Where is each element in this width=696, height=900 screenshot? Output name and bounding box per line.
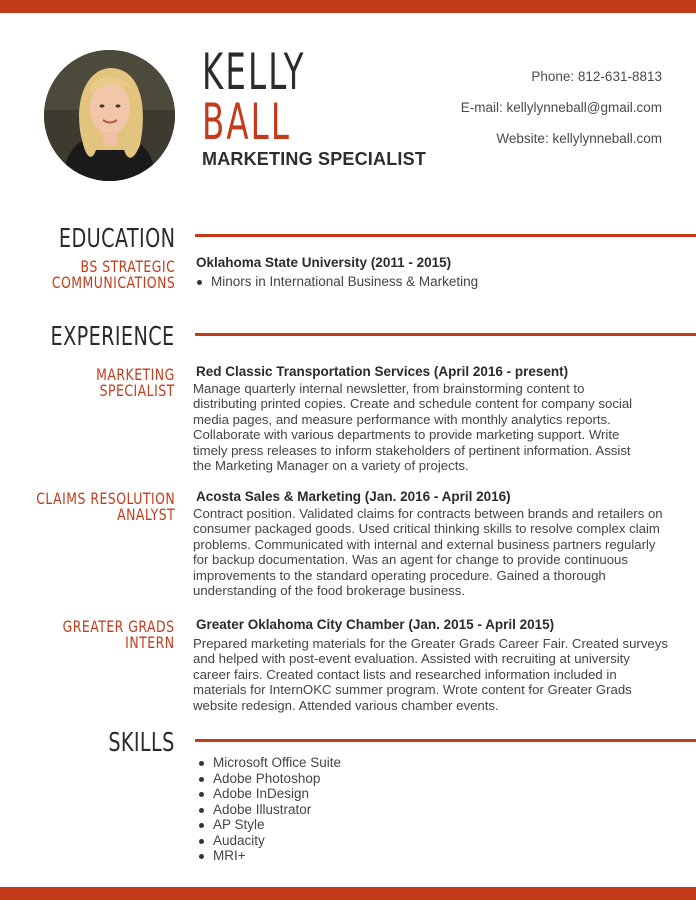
description-line: and helped with post-event evaluation. Assisted with recruiting at university	[193, 651, 630, 667]
bottom-accent-bar	[0, 887, 696, 900]
degree-line: COMMUNICATIONS	[51, 273, 175, 292]
description-line: understanding of the food brokerage business.	[193, 583, 465, 599]
role-line: SPECIALIST	[99, 381, 175, 400]
description-line: Collaborate with various departments to provide marketing support. Write	[193, 427, 620, 443]
contact-phone: Phone: 812-631-8813	[531, 69, 662, 84]
list-item: Adobe InDesign	[196, 786, 341, 802]
description-line: problems. Communicated with internal and external business partners regularly	[193, 536, 656, 552]
description-line: Prepared marketing materials for the Greater Grads Career Fair. Created surveys	[193, 636, 668, 651]
education-heading: EDUCATION	[58, 224, 175, 254]
list-item: AP Style	[196, 817, 341, 833]
experience-rule	[195, 333, 696, 336]
job-role	[96, 367, 175, 399]
last-name: BALL	[202, 93, 292, 151]
job-role	[63, 619, 175, 651]
description-line: consumer packaged goods. Used critical thinking skills to resolve complex claim	[193, 521, 660, 537]
list-item: MRI+	[196, 848, 341, 864]
education-rule	[195, 234, 696, 237]
description-line: the Marketing Manager on a variety of projects.	[193, 458, 469, 474]
top-accent-bar	[0, 0, 696, 13]
job-description	[193, 636, 683, 713]
role-line: GREATER GRADS	[63, 617, 175, 636]
contact-website: Website: kellylynneball.com	[496, 131, 662, 146]
description-line: materials for InternOKC summer program. Wrote content for Greater Grads	[193, 682, 632, 698]
job-title: MARKETING SPECIALIST	[202, 149, 427, 169]
list-item: Adobe Illustrator	[196, 802, 341, 818]
role-line: ANALYST	[116, 505, 175, 524]
job-description	[193, 506, 683, 598]
education-school: Oklahoma State University (2011 - 2015)	[196, 255, 452, 270]
contact-email: E-mail: kellylynneball@gmail.com	[460, 100, 662, 115]
education-degree	[52, 259, 175, 291]
role-line: INTERN	[125, 633, 175, 652]
role-line: CLAIMS RESOLUTION	[35, 489, 175, 508]
degree-line: BS STRATEGIC	[80, 257, 175, 276]
job-description	[193, 381, 683, 473]
education-bullets	[194, 274, 478, 290]
skills-rule	[195, 739, 696, 742]
experience-heading: EXPERIENCE	[51, 322, 175, 352]
job-company: Acosta Sales & Marketing (Jan. 2016 - April 2016)	[196, 489, 511, 504]
description-line: for backup documentation. Was an agent for change to provide continuous	[193, 552, 628, 568]
skills-heading: SKILLS	[108, 728, 175, 758]
job-company: Greater Oklahoma City Chamber (Jan. 2015 - April 2015)	[196, 617, 555, 632]
description-line: timely press releases to inform stakeholders of pertinent information. Assist	[193, 442, 631, 458]
job-company: Red Classic Transportation Services (April 2016 - present)	[196, 364, 569, 379]
profile-photo	[44, 50, 175, 181]
list-item: Microsoft Office Suite	[196, 755, 341, 771]
first-name: KELLY	[202, 43, 306, 101]
list-item: Minors in International Business & Marketing	[194, 274, 478, 290]
description-line: distributing printed copies. Create and schedule content for company social	[193, 396, 633, 412]
description-line: Contract position. Validated claims for contracts between brands and retailers on	[193, 506, 663, 521]
description-line: Manage quarterly internal newsletter, from brainstorming content to	[193, 381, 585, 396]
list-item: Adobe Photoshop	[196, 771, 341, 787]
description-line: media pages, and measure performance with monthly analytics reports.	[193, 411, 611, 427]
list-item: Audacity	[196, 833, 341, 849]
description-line: website redesign. Attended various chamber events.	[193, 697, 499, 713]
job-role	[36, 491, 175, 523]
description-line: career fairs. Created contact lists and researched information included in	[193, 666, 617, 682]
role-line: MARKETING	[96, 365, 175, 384]
description-line: improvements to the standard operating procedure. Gained a thorough	[193, 567, 606, 583]
skills-list	[196, 755, 341, 864]
